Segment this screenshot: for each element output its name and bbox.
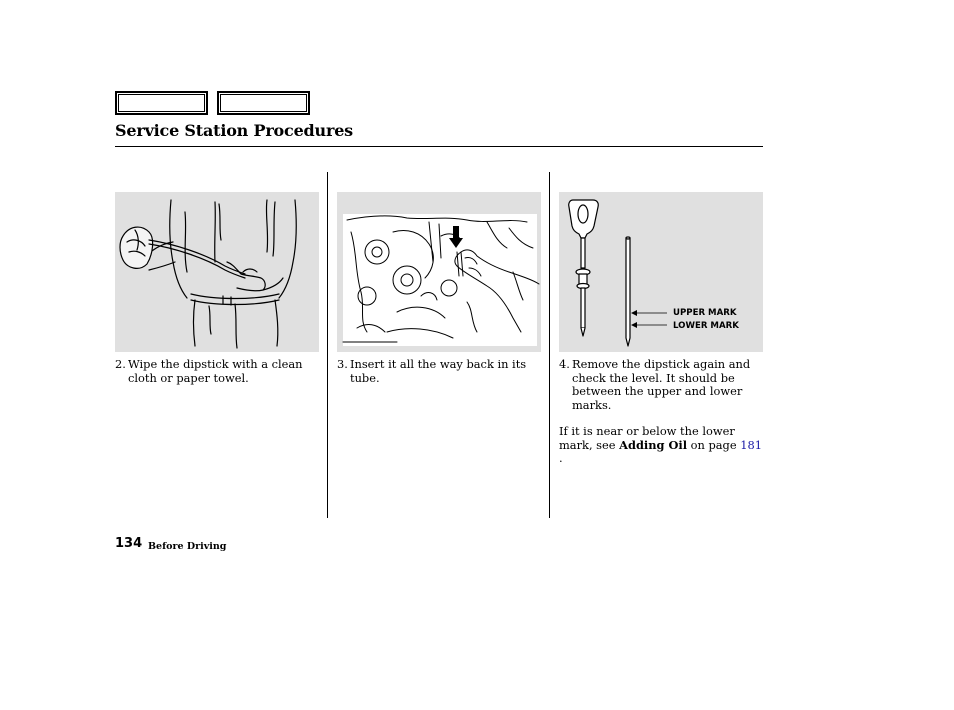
page-title: Service Station Procedures	[115, 121, 353, 140]
column-divider	[549, 172, 550, 518]
step-text: Remove the dipstick again and check the level. It should be between the upper and lower marks.	[572, 357, 751, 412]
step-2-caption	[115, 358, 319, 385]
title-rule	[115, 146, 763, 147]
figure-wipe-dipstick	[115, 192, 319, 352]
step-text: Insert it all the way back in its tube.	[350, 357, 527, 385]
wipe-dipstick-illustration	[115, 192, 319, 352]
step-number: 2.	[115, 357, 126, 371]
note-text: on page	[687, 437, 741, 452]
step-number: 3.	[337, 357, 348, 371]
section-name: Before Driving	[148, 541, 227, 552]
note-text: .	[559, 451, 563, 465]
insert-dipstick-illustration	[337, 192, 541, 352]
step-text: Wipe the dipstick with a clean cloth or paper towel.	[128, 357, 303, 385]
page-number: 134	[115, 536, 143, 551]
upper-mark-label: UPPER MARK	[673, 308, 737, 318]
figure-insert-dipstick	[337, 192, 541, 352]
adding-oil-reference: Adding Oil	[619, 437, 688, 452]
note-text: If it is near or below the lower mark, see	[559, 424, 735, 452]
page-181-link[interactable]: 181	[740, 437, 762, 452]
nav-next-button[interactable]	[217, 91, 310, 115]
step-4-caption	[559, 358, 759, 412]
figure-dipstick-marks	[559, 192, 763, 352]
step-3-caption	[337, 358, 549, 385]
step-number: 4.	[559, 357, 570, 371]
lower-mark-label: LOWER MARK	[673, 321, 739, 331]
adding-oil-note	[559, 425, 763, 466]
column-divider	[327, 172, 328, 518]
nav-previous-button[interactable]	[115, 91, 208, 115]
